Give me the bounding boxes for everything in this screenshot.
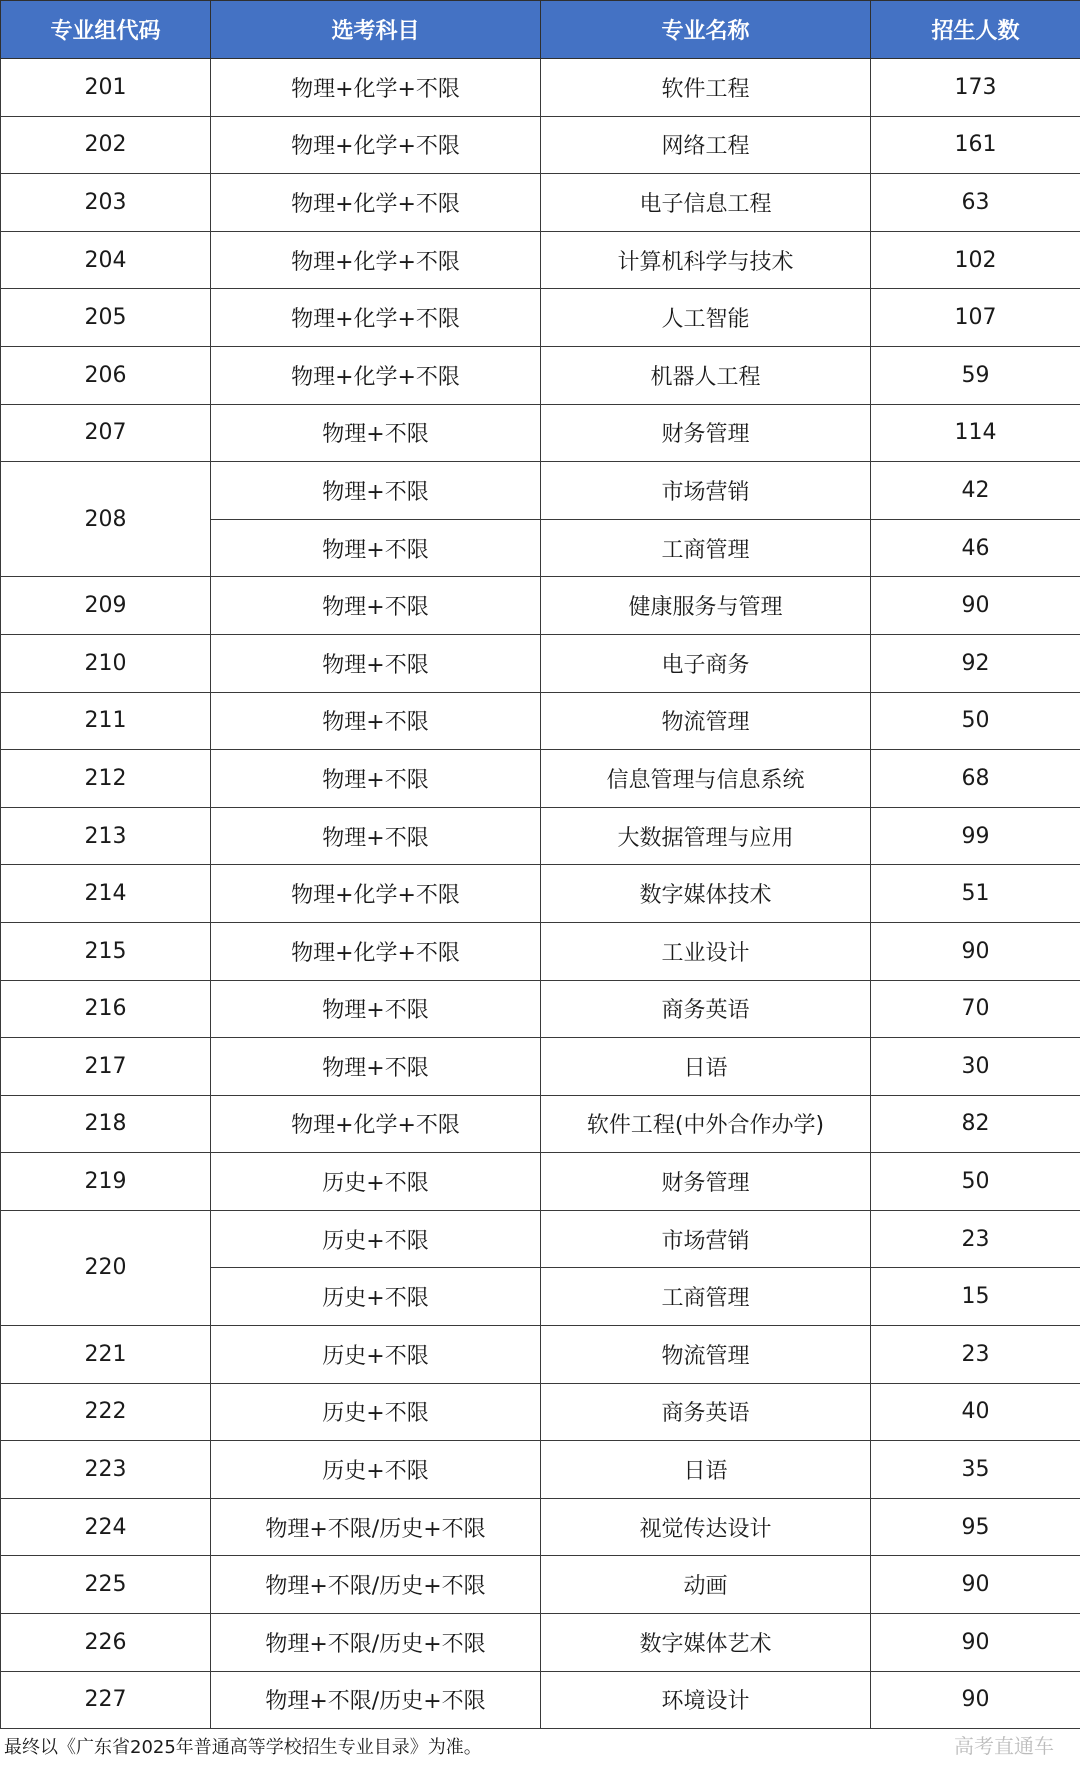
cell-subjects: 物理+不限 <box>211 750 541 808</box>
table-row <box>1 807 1080 865</box>
cell-major-name: 数字媒体技术 <box>541 865 871 923</box>
header-row <box>1 1 1080 59</box>
cell-subjects: 历史+不限 <box>211 1383 541 1441</box>
cell-enrollment: 173 <box>871 59 1080 117</box>
cell-major-name: 数字媒体艺术 <box>541 1614 871 1672</box>
cell-subjects: 物理+化学+不限 <box>211 174 541 232</box>
cell-subjects: 物理+不限 <box>211 577 541 635</box>
table-row <box>1 1614 1080 1672</box>
cell-subjects: 物理+化学+不限 <box>211 289 541 347</box>
cell-subjects: 物理+不限/历史+不限 <box>211 1671 541 1729</box>
cell-enrollment: 59 <box>871 346 1080 404</box>
cell-subjects: 物理+化学+不限 <box>211 231 541 289</box>
cell-enrollment: 92 <box>871 634 1080 692</box>
cell-enrollment: 82 <box>871 1095 1080 1153</box>
cell-enrollment: 35 <box>871 1441 1080 1499</box>
table-row <box>1 404 1080 462</box>
cell-group-code: 209 <box>1 577 211 635</box>
header-subjects: 选考科目 <box>211 1 541 59</box>
cell-subjects: 物理+化学+不限 <box>211 59 541 117</box>
cell-major-name: 动画 <box>541 1556 871 1614</box>
cell-subjects: 物理+不限 <box>211 692 541 750</box>
cell-major-name: 计算机科学与技术 <box>541 231 871 289</box>
cell-subjects: 历史+不限 <box>211 1268 541 1326</box>
cell-enrollment: 46 <box>871 519 1080 577</box>
cell-subjects: 物理+不限 <box>211 634 541 692</box>
cell-enrollment: 70 <box>871 980 1080 1038</box>
table-row <box>1 1383 1080 1441</box>
cell-major-name: 物流管理 <box>541 692 871 750</box>
cell-major-name: 大数据管理与应用 <box>541 807 871 865</box>
cell-subjects: 物理+化学+不限 <box>211 922 541 980</box>
cell-enrollment: 50 <box>871 692 1080 750</box>
cell-subjects: 物理+不限 <box>211 980 541 1038</box>
header-group-code: 专业组代码 <box>1 1 211 59</box>
cell-subjects: 历史+不限 <box>211 1441 541 1499</box>
cell-major-name: 网络工程 <box>541 116 871 174</box>
table-row <box>1 462 1080 520</box>
table-body <box>1 59 1080 1729</box>
cell-major-name: 市场营销 <box>541 462 871 520</box>
cell-subjects: 物理+化学+不限 <box>211 346 541 404</box>
cell-enrollment: 107 <box>871 289 1080 347</box>
table-row <box>1 1556 1080 1614</box>
table-row <box>1 289 1080 347</box>
cell-group-code: 205 <box>1 289 211 347</box>
table-row <box>1 1498 1080 1556</box>
cell-major-name: 市场营销 <box>541 1210 871 1268</box>
cell-subjects: 物理+不限 <box>211 807 541 865</box>
cell-major-name: 工商管理 <box>541 1268 871 1326</box>
cell-enrollment: 102 <box>871 231 1080 289</box>
cell-enrollment: 161 <box>871 116 1080 174</box>
cell-major-name: 日语 <box>541 1441 871 1499</box>
cell-subjects: 历史+不限 <box>211 1210 541 1268</box>
cell-major-name: 人工智能 <box>541 289 871 347</box>
cell-major-name: 机器人工程 <box>541 346 871 404</box>
cell-enrollment: 23 <box>871 1326 1080 1384</box>
cell-enrollment: 95 <box>871 1498 1080 1556</box>
cell-group-code: 206 <box>1 346 211 404</box>
table-row <box>1 1038 1080 1096</box>
cell-group-code: 207 <box>1 404 211 462</box>
cell-major-name: 财务管理 <box>541 404 871 462</box>
cell-subjects: 物理+化学+不限 <box>211 116 541 174</box>
cell-group-code: 223 <box>1 1441 211 1499</box>
table-row <box>1 1671 1080 1729</box>
table-row <box>1 577 1080 635</box>
cell-major-name: 物流管理 <box>541 1326 871 1384</box>
cell-group-code: 224 <box>1 1498 211 1556</box>
cell-group-code: 215 <box>1 922 211 980</box>
table-header <box>1 1 1080 59</box>
cell-enrollment: 40 <box>871 1383 1080 1441</box>
cell-major-name: 视觉传达设计 <box>541 1498 871 1556</box>
table-row <box>1 116 1080 174</box>
cell-subjects: 物理+不限 <box>211 519 541 577</box>
cell-group-code: 202 <box>1 116 211 174</box>
cell-enrollment: 114 <box>871 404 1080 462</box>
cell-enrollment: 90 <box>871 1614 1080 1672</box>
cell-group-code: 201 <box>1 59 211 117</box>
table-row <box>1 865 1080 923</box>
footnote: 最终以《广东省2025年普通高等学校招生专业目录》为准。 <box>4 1737 482 1758</box>
cell-enrollment: 90 <box>871 577 1080 635</box>
table-row <box>1 1095 1080 1153</box>
cell-enrollment: 90 <box>871 922 1080 980</box>
table-row <box>1 980 1080 1038</box>
cell-group-code: 221 <box>1 1326 211 1384</box>
cell-group-code: 218 <box>1 1095 211 1153</box>
cell-group-code: 226 <box>1 1614 211 1672</box>
cell-major-name: 工业设计 <box>541 922 871 980</box>
cell-enrollment: 90 <box>871 1671 1080 1729</box>
cell-enrollment: 90 <box>871 1556 1080 1614</box>
cell-group-code: 222 <box>1 1383 211 1441</box>
cell-enrollment: 15 <box>871 1268 1080 1326</box>
table-row <box>1 1326 1080 1384</box>
header-major-name: 专业名称 <box>541 1 871 59</box>
table-row <box>1 346 1080 404</box>
cell-major-name: 环境设计 <box>541 1671 871 1729</box>
table-row <box>1 1153 1080 1211</box>
cell-group-code: 217 <box>1 1038 211 1096</box>
cell-major-name: 信息管理与信息系统 <box>541 750 871 808</box>
cell-group-code: 213 <box>1 807 211 865</box>
cell-subjects: 物理+不限 <box>211 462 541 520</box>
cell-subjects: 物理+不限/历史+不限 <box>211 1498 541 1556</box>
cell-enrollment: 68 <box>871 750 1080 808</box>
cell-subjects: 物理+化学+不限 <box>211 865 541 923</box>
cell-group-code: 204 <box>1 231 211 289</box>
cell-major-name: 商务英语 <box>541 1383 871 1441</box>
cell-enrollment: 63 <box>871 174 1080 232</box>
cell-group-code: 211 <box>1 692 211 750</box>
cell-major-name: 商务英语 <box>541 980 871 1038</box>
cell-group-code: 220 <box>1 1210 211 1325</box>
cell-group-code: 212 <box>1 750 211 808</box>
cell-major-name: 健康服务与管理 <box>541 577 871 635</box>
cell-major-name: 电子信息工程 <box>541 174 871 232</box>
cell-major-name: 日语 <box>541 1038 871 1096</box>
cell-subjects: 物理+不限/历史+不限 <box>211 1556 541 1614</box>
cell-enrollment: 30 <box>871 1038 1080 1096</box>
cell-major-name: 工商管理 <box>541 519 871 577</box>
table-row <box>1 1441 1080 1499</box>
cell-group-code: 216 <box>1 980 211 1038</box>
table-row <box>1 231 1080 289</box>
cell-subjects: 历史+不限 <box>211 1153 541 1211</box>
table-row <box>1 750 1080 808</box>
cell-group-code: 210 <box>1 634 211 692</box>
cell-subjects: 物理+不限 <box>211 1038 541 1096</box>
cell-group-code: 219 <box>1 1153 211 1211</box>
cell-group-code: 214 <box>1 865 211 923</box>
cell-major-name: 财务管理 <box>541 1153 871 1211</box>
cell-major-name: 软件工程 <box>541 59 871 117</box>
cell-major-name: 电子商务 <box>541 634 871 692</box>
cell-subjects: 物理+不限/历史+不限 <box>211 1614 541 1672</box>
cell-enrollment: 23 <box>871 1210 1080 1268</box>
cell-group-code: 208 <box>1 462 211 577</box>
header-enrollment: 招生人数 <box>871 1 1080 59</box>
cell-major-name: 软件工程(中外合作办学) <box>541 1095 871 1153</box>
cell-group-code: 227 <box>1 1671 211 1729</box>
cell-group-code: 203 <box>1 174 211 232</box>
table-row <box>1 922 1080 980</box>
cell-enrollment: 42 <box>871 462 1080 520</box>
cell-subjects: 历史+不限 <box>211 1326 541 1384</box>
table-row <box>1 1210 1080 1268</box>
cell-group-code: 225 <box>1 1556 211 1614</box>
table-row <box>1 59 1080 117</box>
cell-enrollment: 99 <box>871 807 1080 865</box>
table-row <box>1 174 1080 232</box>
watermark: 高考直通车 <box>954 1734 1054 1758</box>
table-row <box>1 634 1080 692</box>
cell-subjects: 物理+不限 <box>211 404 541 462</box>
cell-enrollment: 51 <box>871 865 1080 923</box>
cell-subjects: 物理+化学+不限 <box>211 1095 541 1153</box>
cell-enrollment: 50 <box>871 1153 1080 1211</box>
table-row <box>1 692 1080 750</box>
